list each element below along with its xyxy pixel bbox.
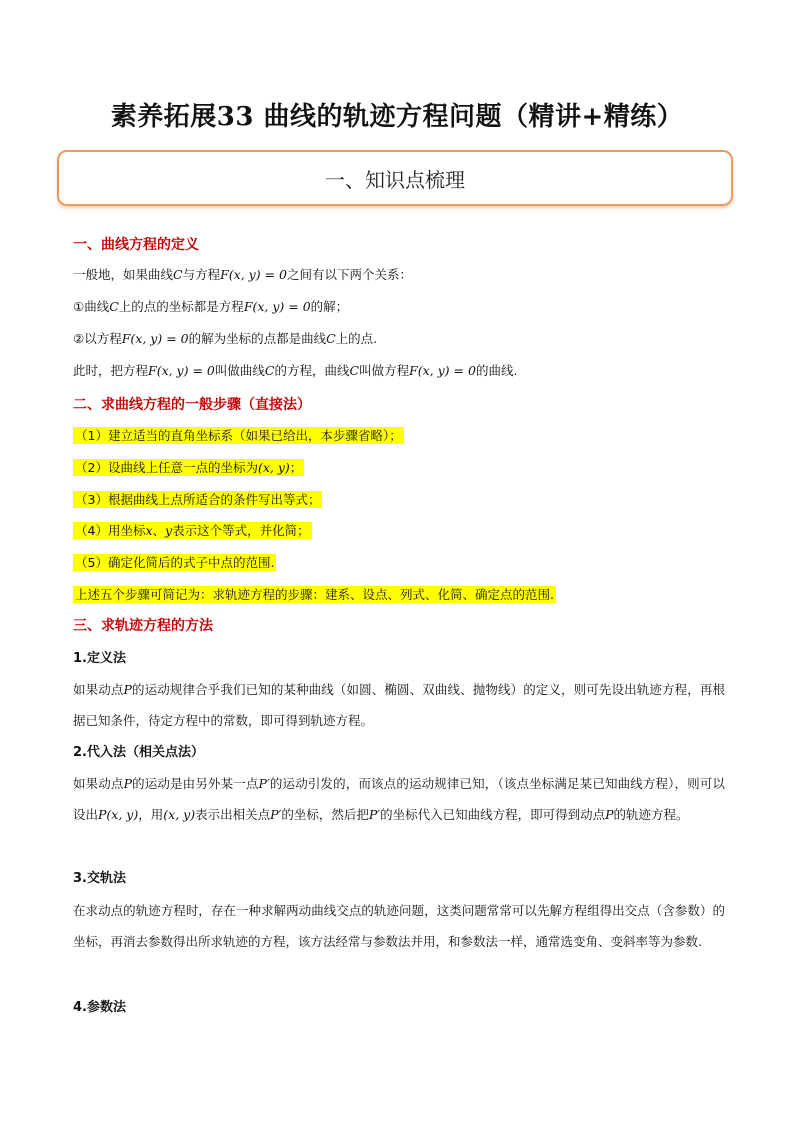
steps-summary: 上述五个步骤可简记为：求轨迹方程的步骤：建系、设点、列式、化简、确定点的范围. <box>75 587 554 602</box>
banner-text: 一、知识点梳理 <box>325 167 465 192</box>
heading-trajectory-methods: 三、求轨迹方程的方法 <box>73 618 213 634</box>
definition-method-text: 如果动点P的运动规律合乎我们已知的某种曲线（如圆、椭圆、双曲线、抛物线）的定义，则可先设出轨迹方程，再根据已知条件，待定方程中的常数，即可得到轨迹方程。 <box>73 682 725 728</box>
section-banner <box>57 150 733 206</box>
definition-condition-1: ①曲线C上的点的坐标都是方程F(x, y) = 0的解； <box>73 299 349 314</box>
heading-intersection-method: 3.交轨法 <box>73 871 126 886</box>
heading-general-steps: 二、求曲线方程的一般步骤（直接法） <box>73 397 311 413</box>
step-5: （5）确定化简后的式子中点的范围. <box>75 555 275 570</box>
step-1: （1）建立适当的直角坐标系（如果已给出，本步骤省略）； <box>75 428 402 443</box>
step-3: （3）根据曲线上点所适合的条件写出等式； <box>75 492 321 507</box>
definition-intro: 一般地，如果曲线C与方程F(x, y) = 0之间有以下两个关系： <box>73 267 412 282</box>
substitution-method-text: 如果动点P的运动是由另外某一点P′的运动引发的，而该点的运动规律已知，（该点坐标满足某已知曲线方程），则可以设出P(x, y)，用(x, y)表示出相关点P′的坐标，然后把P′的坐标代入已知曲线方程，即可得到动点P的轨迹方程。 <box>73 776 725 822</box>
intersection-method-text: 在求动点的轨迹方程时，存在一种求解两动曲线交点的轨迹问题，这类问题常常可以先解方程组得出交点（含参数）的坐标，再消去参数得出所求轨迹的方程，该方法经常与参数法并用，和参数法一样，通常选变角、变斜率等为参数. <box>73 903 725 949</box>
heading-parameter-method: 4.参数法 <box>73 1000 126 1015</box>
step-2: （2）设曲线上任意一点的坐标为(x, y)； <box>75 460 303 475</box>
heading-curve-equation-definition: 一、曲线方程的定义 <box>73 237 199 253</box>
document-title: 素养拓展33 曲线的轨迹方程问题（精讲+精练） <box>110 102 684 132</box>
definition-conclusion: 此时，把方程F(x, y) = 0叫做曲线C的方程，曲线C叫做方程F(x, y) = 0的曲线. <box>73 363 518 378</box>
step-4: （4）用坐标x、y表示这个等式，并化简； <box>75 523 310 538</box>
heading-substitution-method: 2.代入法（相关点法） <box>73 745 204 760</box>
heading-definition-method: 1.定义法 <box>73 651 126 666</box>
definition-condition-2: ②以方程F(x, y) = 0的解为坐标的点都是曲线C上的点. <box>73 331 378 346</box>
